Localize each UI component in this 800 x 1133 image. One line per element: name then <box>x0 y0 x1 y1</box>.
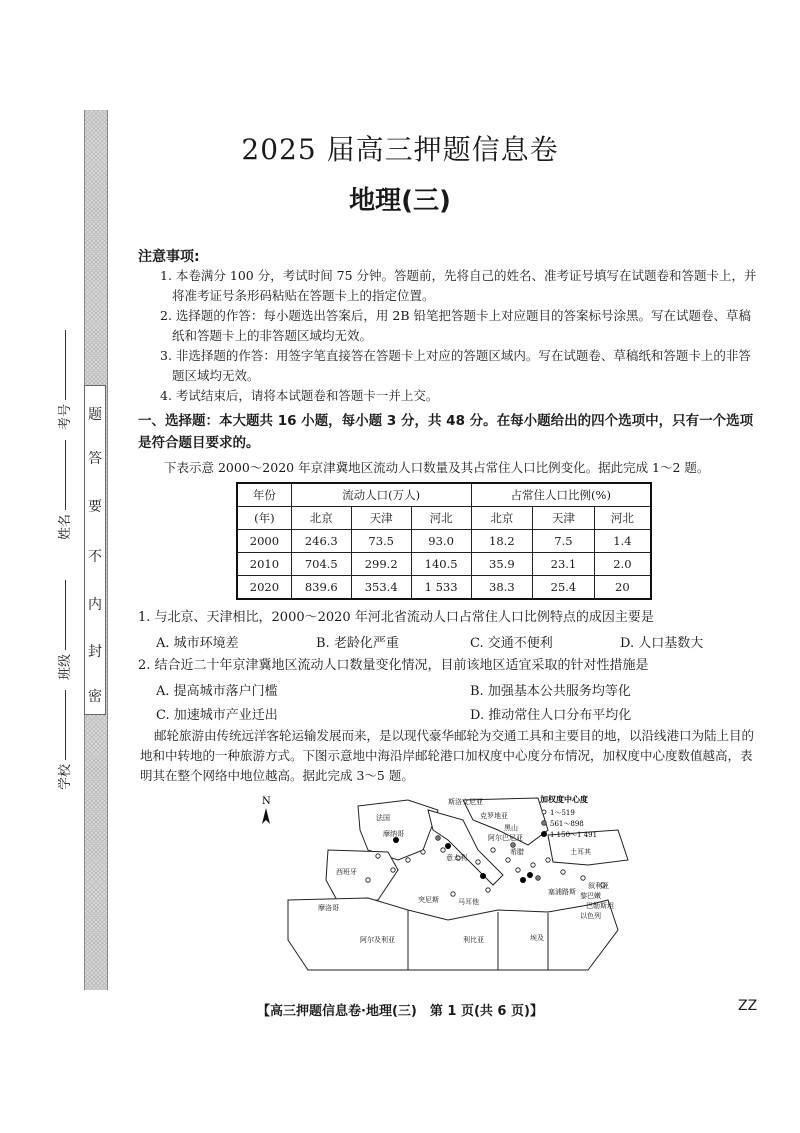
notes-heading: 注意事项: <box>138 249 200 265</box>
note-item: 1. 本卷满分 100 分，考试时间 75 分钟。答题前，先将自己的姓名、准考证号填写在试题卷和答题卡上，并将准考证号条形码粘贴在答题卡上的指定位置。 <box>160 268 757 303</box>
table-cell: 2000 <box>237 530 291 553</box>
map-label: 利比亚 <box>463 936 484 944</box>
paper-code: ZZ <box>738 998 758 1014</box>
page-title: 2025 届高三押题信息卷 <box>241 133 559 166</box>
table-row <box>237 553 651 576</box>
map-label: 巴勒斯坦 <box>586 902 614 910</box>
table-header-group: 流动人口(万人) <box>291 483 471 507</box>
legend-item: 1 150～1 491 <box>550 831 598 839</box>
mediterranean-map <box>248 790 768 980</box>
table-cell: 20 <box>594 576 651 600</box>
table-cell: 140.5 <box>411 553 471 576</box>
legend-small-icon <box>542 810 546 814</box>
table-row <box>237 576 651 600</box>
legend-mid-icon <box>542 821 547 826</box>
table-cell: 246.3 <box>291 530 351 553</box>
data-table <box>236 482 652 600</box>
map-label: 西班牙 <box>336 868 357 876</box>
table-cell: 299.2 <box>351 553 411 576</box>
question-1-stem: 1. 与北京、天津相比，2000～2020 年河北省流动人口占常住人口比例特点的成因主要是 <box>138 610 654 625</box>
table-cell: 73.5 <box>351 530 411 553</box>
seal-char: 封 <box>88 644 102 660</box>
note-item: 4. 考试结束后，请将本试题卷和答题卡一并上交。 <box>160 388 439 403</box>
table-cell: 839.6 <box>291 576 351 600</box>
table-intro: 下表示意 2000～2020 年京津冀地区流动人口数量及其占常住人口比例变化。据此完成 1～2 题。 <box>164 460 710 475</box>
map-label: 法国 <box>376 814 390 822</box>
table-header-region: 天津 <box>351 507 411 530</box>
table-cell: 704.5 <box>291 553 351 576</box>
map-label: 阿尔及利亚 <box>360 936 395 944</box>
spain-shape <box>326 850 398 902</box>
north-arrow-icon <box>262 808 270 824</box>
table-cell: 7.5 <box>533 530 595 553</box>
seal-line-box <box>84 385 106 715</box>
map-label: 突尼斯 <box>418 896 439 904</box>
table-row <box>237 530 651 553</box>
north-label: N <box>262 796 271 807</box>
table-cell: 35.9 <box>471 553 533 576</box>
table-cell: 1.4 <box>594 530 651 553</box>
map-label: 意大利 <box>446 854 467 862</box>
table-cell: 93.0 <box>411 530 471 553</box>
table-cell: 1 533 <box>411 576 471 600</box>
map-label: 黎巴嫩 <box>580 892 601 900</box>
legend-large-icon <box>541 831 547 837</box>
note-item: 2. 选择题的作答：每小题选出答案后，用 2B 铅笔把答题卡上对应题目的答案标号涂黑。写在试题卷、草稿纸和答题卡上的非答题区域均无效。 <box>160 308 751 343</box>
map-label: 塞浦路斯 <box>548 888 576 896</box>
table-cell: 2.0 <box>594 553 651 576</box>
table-header-region: 河北 <box>411 507 471 530</box>
side-field-class: 班级 <box>54 580 73 680</box>
q2-option-b: B. 加强基本公共服务均等化 <box>470 684 631 699</box>
q1-option-c: C. 交通不便利 <box>470 636 553 651</box>
seal-char: 不 <box>88 549 102 565</box>
page-subtitle: 地理(三) <box>349 186 451 216</box>
note-item: 3. 非选择题的作答：用签字笔直接答在答题卡上对应的答题区域内。写在试题卷、草稿纸和答题卡上的非答题区域均无效。 <box>160 348 751 383</box>
table-header-year-unit: (年) <box>237 507 291 530</box>
q1-option-d: D. 人口基数大 <box>620 636 704 651</box>
map-label: 摩纳哥 <box>383 830 404 838</box>
side-field-number: 考号 <box>54 330 73 430</box>
page-footer: 【高三押题信息卷·地理(三) 第 1 页(共 6 页)】 <box>257 1004 543 1019</box>
seal-char: 题 <box>88 407 102 423</box>
side-field-school: 学校 <box>54 690 73 790</box>
table-cell: 2020 <box>237 576 291 600</box>
map-label: 克罗地亚 <box>480 812 508 820</box>
map-label: 埃及 <box>530 934 544 942</box>
map-label: 马耳他 <box>458 898 479 906</box>
map-label: 以色列 <box>580 912 601 920</box>
table-header-region: 北京 <box>291 507 351 530</box>
map-label: 土耳其 <box>570 848 591 856</box>
seal-char: 要 <box>88 499 102 515</box>
map-label: 斯洛文尼亚 <box>448 798 483 806</box>
map-label: 摩洛哥 <box>318 904 339 912</box>
q2-option-a: A. 提高城市落户门槛 <box>156 684 278 699</box>
map-label: 阿尔巴尼亚 <box>488 834 523 842</box>
seal-char: 密 <box>88 689 102 705</box>
q2-option-d: D. 推动常住人口分布平均化 <box>470 708 632 723</box>
legend-item: 561～898 <box>550 820 584 828</box>
legend-title: 加权度中心度 <box>540 794 588 804</box>
table-cell: 25.4 <box>533 576 595 600</box>
side-field-name: 姓名 <box>54 440 73 540</box>
table-cell: 38.3 <box>471 576 533 600</box>
q2-option-c: C. 加速城市产业迁出 <box>156 708 278 723</box>
table-cell: 2010 <box>237 553 291 576</box>
section-heading: 一、选择题：本大题共 16 小题，每小题 3 分，共 48 分。在每小题给出的四个选项中，只有一个选项是符合题目要求的。 <box>138 413 754 451</box>
table-cell: 23.1 <box>533 553 595 576</box>
table-header-year: 年份 <box>237 483 291 507</box>
map-label: 叙利亚 <box>588 882 609 890</box>
question-2-stem: 2. 结合近二十年京津冀地区流动人口数量变化情况，目前该地区适宜采取的针对性措施是 <box>138 658 649 673</box>
table-header-region: 北京 <box>471 507 533 530</box>
q1-option-a: A. 城市环境差 <box>156 636 239 651</box>
passage-cruise: 邮轮旅游由传统远洋客轮运输发展而来，是以现代豪华邮轮为交通工具和主要目的地，以沿线港口为陆上目的地和中转地的一种旅游方式。下图示意地中海沿岸邮轮港口加权度中心度分布情况，加权度中心度数值越高，表明其在整个网络中地位越高。据此完成 3～5 题。 <box>140 728 755 783</box>
table-header-group: 占常住人口比例(%) <box>471 483 651 507</box>
table-header-region: 河北 <box>594 507 651 530</box>
legend-item: 1～519 <box>550 809 575 817</box>
q1-option-b: B. 老龄化严重 <box>316 636 399 651</box>
table-header-region: 天津 <box>533 507 595 530</box>
seal-char: 内 <box>88 597 102 613</box>
seal-char: 答 <box>88 451 102 467</box>
map-label: 黑山 <box>504 824 518 832</box>
map-label: 希腊 <box>510 848 524 856</box>
table-cell: 353.4 <box>351 576 411 600</box>
table-cell: 18.2 <box>471 530 533 553</box>
